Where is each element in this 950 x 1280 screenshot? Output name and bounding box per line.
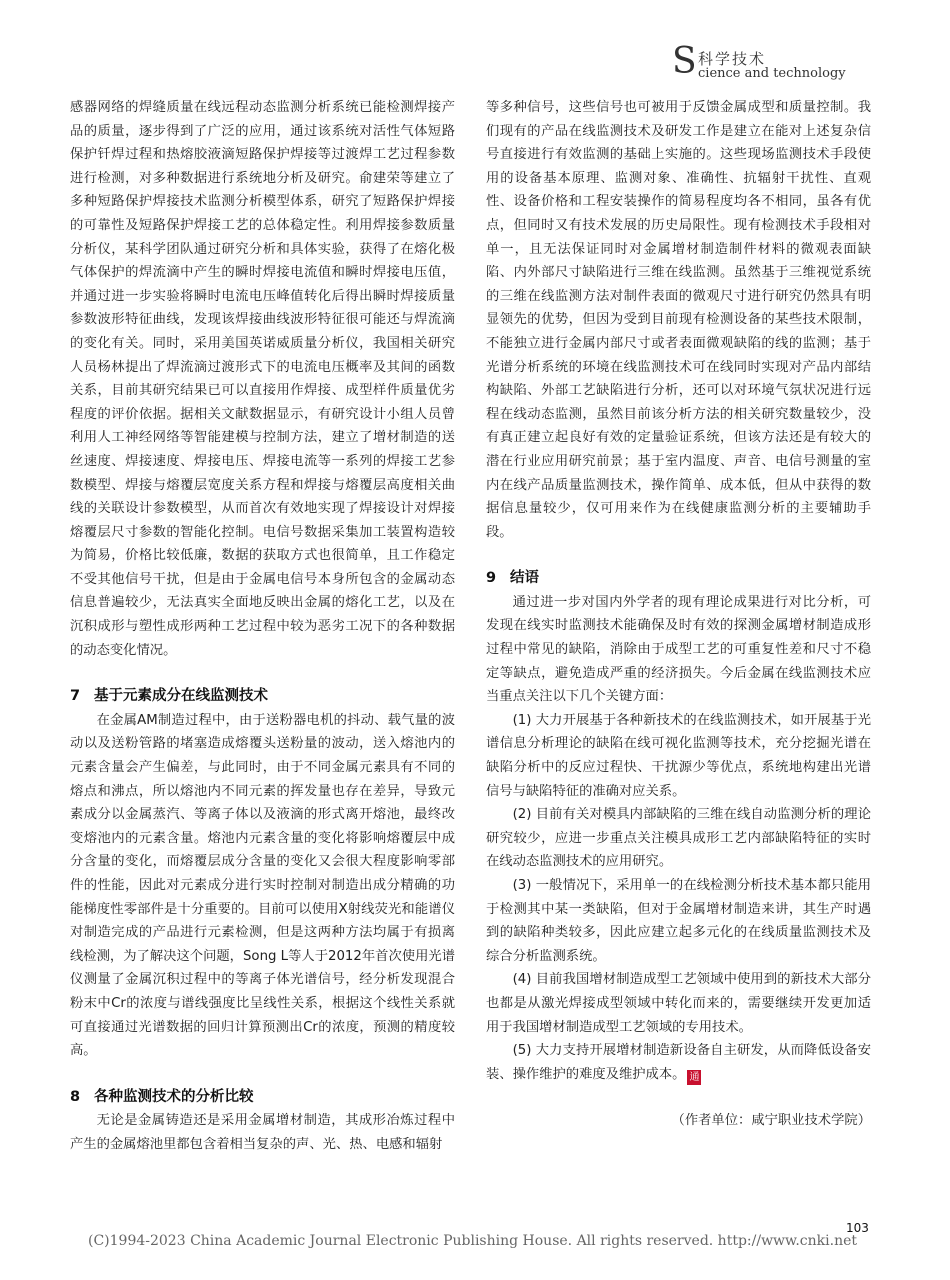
masthead-logo-s: S	[672, 41, 697, 82]
conclusion-item-4: (4) 目前我国增材制造成型工艺领域中使用到的新技术大部分也都是从激光焊接成型领域中转化而来的，需要继续开发更加适用于我国增材制造成型工艺领域的专用技术。	[486, 972, 871, 1035]
masthead-title-en: cience and technology	[698, 66, 846, 81]
journal-masthead	[672, 41, 872, 84]
section-9-number: 9	[486, 570, 497, 587]
section-8-body-start: 无论是金属铸造还是采用金属增材制造，其成形冶炼过程中产生的金属熔池里都包含着相当复杂的声、光、热、电感和辐射	[70, 1113, 455, 1152]
conclusion-item-1: (1) 大力开展基于各种新技术的在线监测技术，如开展基于光谱信息分析理论的缺陷在线可视化监测等技术，充分挖掘光谱在缺陷分析中的反应过程快、干扰源少等优点，系统地构建出光谱信号与缺陷特征的准确对应关系。	[486, 712, 871, 799]
intro-paragraph: 感器网络的焊缝质量在线远程动态监测分析系统已能检测焊接产品的质量，逐步得到了广泛的应用，通过该系统对活性气体短路保护钎焊过程和热熔胶液滴短路保护焊接等过渡焊工艺过程参数进行检测，对多种数据进行系统地分析及研究。俞建荣等建立了多种短路保护焊接技术监测分析模型体系，研究了短路保护焊接的可靠性及短路保护焊接工艺的总体稳定性。利用焊接参数质量分析仪，某科学团队通过研究分析和具体实验，获得了在熔化极气体保护的焊流滴中产生的瞬时焊接电流值和瞬时焊接电压值，并通过进一步实验将瞬时电流电压峰值转化后得出瞬时焊接质量参数波形特征曲线，发现该焊接曲线波形特征很可能还与焊流滴的变化有关。同时，采用美国英诺威质量分析仪，我国相关研究人员杨林提出了焊流滴过渡形式下的电流电压概率及其间的函数关系，目前其研究结果已可以直接用作焊接、成型样件质量优劣程度的评价依据。据相关文献数据显示，有研究设计小组人员曾利用人工神经网络等智能建模与控制方法，建立了增材制造的送丝速度、焊接速度、焊接电压、焊接电流等一系列的焊接工艺参数模型、焊接与熔覆层宽度关系方程和焊接与熔覆层高度相关曲线的关联设计参数模型，从而首次有效地实现了焊接设计对焊接熔覆层尺寸参数的智能化控制。电信号数据采集加工装置构造较为简易，价格比较低廉，数据的获取方式也很简单，且工作稳定不受其他信号干扰，但是由于金属电信号本身所包含的金属动态信息普遍较少，无法真实全面地反映出金属的熔化工艺，以及在沉积成形与塑性成形两种工艺过程中较为恶劣工况下的各种数据的动态变化情况。	[70, 100, 455, 658]
section-9-heading	[486, 567, 871, 591]
section-7-heading	[70, 685, 455, 709]
left-column	[70, 96, 455, 1157]
section-7-body: 在金属AM制造过程中，由于送粉器电机的抖动、载气量的波动以及送粉管路的堵塞造成熔覆头送粉量的波动，送入熔池内的元素含量会产生偏差，与此同时，由于不同金属元素具有不同的熔点和沸点，所以熔池内不同元素的挥发量也存在差异，导致元素成分以金属蒸汽、等离子体以及液滴的形式离开熔池，最终改变熔池内的元素含量。熔池内元素含量的变化将影响熔覆层中成分含量的变化，而熔覆层成分含量的变化又会很大程度影响零部件的性能，因此对元素成分进行实时控制对制造出成分精确的功能梯度性零部件是十分重要的。目前可以使用X射线荧光和能谱仪对制造完成的产品进行元素检测，但是这两种方法均属于有损离线检测，为了解决这个问题，Song L等人于2012年首次使用光谱仪测量了金属沉积过程中的等离子体光谱信号，经分析发现混合粉末中Cr的浓度与谱线强度比呈线性关系，根据这个线性关系就可直接通过光谱数据的回归计算预测出Cr的浓度，预测的精度较高。	[70, 712, 455, 1059]
page-number: 103	[846, 1221, 869, 1235]
section-9-intro: 通过进一步对国内外学者的现有理论成果进行对比分析，可发现在线实时监测技术能确保及时有效的探测金属增材制造成形过程中常见的缺陷，消除由于成型工艺的可重复性差和尺寸不稳定等缺点，避免造成严重的经济损失。今后金属在线监测技术应当重点关注以下几个关键方面：	[486, 594, 871, 705]
section-8-body-continued: 等多种信号，这些信号也可被用于反馈金属成型和质量控制。我们现有的产品在线监测技术及研发工作是建立在能对上述复杂信号直接进行有效监测的基础上实施的。这些现场监测技术手段使用的设备基本原理、监测对象、准确性、抗辐射干扰性、直观性、设备价格和工程安装操作的简易程度均各不相同，虽各有优点，但同时又有技术发展的历史局限性。现有检测技术手段相对单一，且无法保证同时对金属增材制造制件材料的微观表面缺陷、内外部尺寸缺陷进行三维在线监测。虽然基于三维视觉系统的三维在线监测方法对制件表面的微观尺寸进行研究仍然具有明显领先的优势，但因为受到目前现有检测设备的某些技术限制，不能独立进行金属内部尺寸或者表面微观缺陷的线的监测；基于光谱分析系统的环境在线监测技术可在线同时实现对产品内部结构缺陷、外部工艺缺陷进行分析，还可以对环境气氛状况进行远程在线动态监测，虽然目前该分析方法的相关研究数量较少，没有真正建立起良好有效的定量验证系统，但该方法还是有较大的潜在行业应用研究前景；基于室内温度、声音、电信号测量的室内在线产品质量监测技术，操作简单、成本低，但从中获得的数据信息量较少，仅可用来作为在线健康监测分析的主要辅助手段。	[486, 100, 871, 540]
copyright-footer: (C)1994-2023 China Academic Journal Electronic Publishing House. All rights reserved. http://www.cnki.net	[88, 1233, 858, 1249]
masthead-title-cn: 科学技术	[698, 50, 767, 68]
section-7-title: 基于元素成分在线监测技术	[94, 688, 268, 705]
section-7-number: 7	[70, 688, 81, 705]
section-8-heading	[70, 1086, 455, 1110]
conclusion-item-5-text: (5) 大力支持开展增材制造新设备自主研发，从而降低设备安装、操作维护的难度及维护成本。	[486, 1043, 871, 1082]
conclusion-item-5	[486, 1039, 871, 1086]
section-9-title: 结语	[510, 570, 539, 587]
conclusion-item-2: (2) 目前有关对模具内部缺陷的三维在线自动监测分析的理论研究较少，应进一步重点关注模具成形工艺内部缺陷特征的实时在线动态监测技术的应用研究。	[486, 807, 871, 870]
right-column	[486, 96, 871, 1133]
section-8-title: 各种监测技术的分析比较	[94, 1088, 254, 1105]
end-mark-icon: 通	[689, 1071, 700, 1083]
section-8-number: 8	[70, 1088, 81, 1105]
conclusion-item-3: (3) 一般情况下，采用单一的在线检测分析技术基本都只能用于检测其中某一类缺陷，但对于金属增材制造来讲，其生产时遇到的缺陷种类较多，因此应建立起多元化的在线质量监测技术及综合分析监测系统。	[486, 878, 871, 964]
author-affiliation: （作者单位：咸宁职业技术学院）	[671, 1113, 871, 1129]
